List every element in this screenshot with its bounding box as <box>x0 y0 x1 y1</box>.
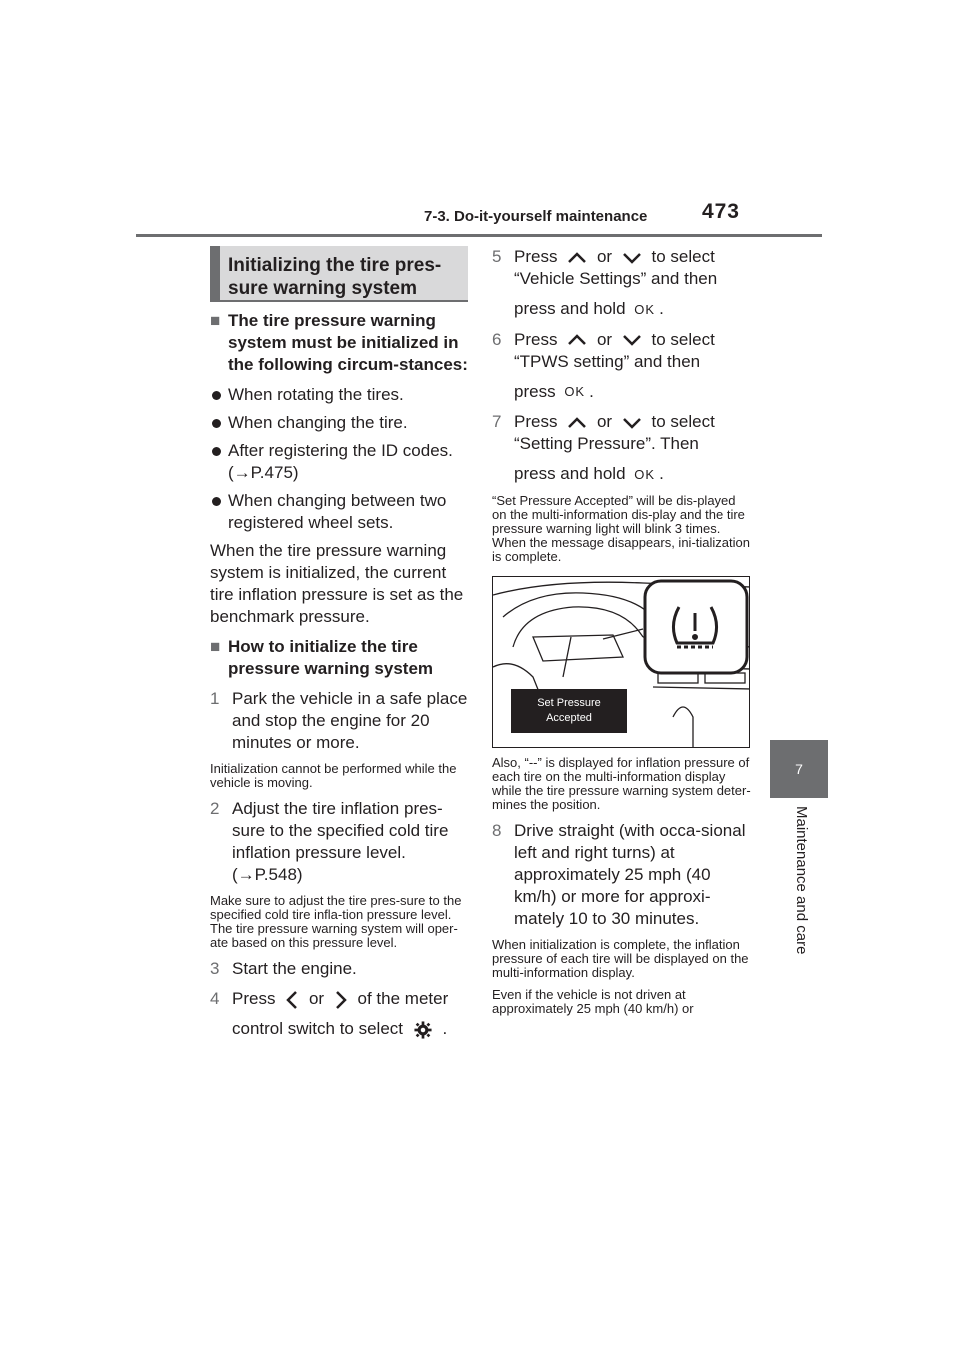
subheading-when-text: The tire pressure warning system must be initialized in the following circum-stances: <box>228 311 468 374</box>
step-2 <box>210 798 468 886</box>
bullet-item <box>210 412 468 434</box>
step-number: 2 <box>210 799 220 818</box>
chevron-down-icon <box>623 417 641 429</box>
ok-button-icon: OK <box>564 384 586 400</box>
set-pressure-message <box>511 689 627 733</box>
step-text-hold: press and hold <box>514 464 626 484</box>
section-heading-line-2: sure warning system <box>228 278 418 299</box>
square-bullet-icon: ■ <box>210 311 221 330</box>
bullet-item <box>210 384 468 406</box>
bullet-text: When changing the tire. <box>228 413 408 432</box>
note-complete: When initialization is complete, the inflation pressure of each tire will be displayed on the multi-information display. <box>492 936 749 980</box>
dashboard-illustration <box>492 576 750 748</box>
square-bullet-icon: ■ <box>210 637 221 656</box>
subheading-when <box>210 310 468 376</box>
chevron-down-icon <box>623 334 641 346</box>
note-dashes: Also, “--” is displayed for inflation pressure of each tire on the multi-information display while the tire pressure warning system deter-mines the position. <box>492 754 751 812</box>
step-8 <box>492 820 752 930</box>
note-moving: Initialization cannot be performed while the vehicle is moving. <box>210 761 457 790</box>
bullet-dot-icon <box>212 447 221 456</box>
chapter-label: Maintenance and care <box>793 806 810 955</box>
step-3 <box>210 958 468 980</box>
step-text-or: or <box>596 329 613 349</box>
step-text: Park the vehicle in a safe place and stop the engine for 20 minutes or more. <box>232 689 468 752</box>
benchmark-paragraph: When the tire pressure warning system is initialized, the current tire inflation pressure is set as the benchmark pressure. <box>210 541 464 626</box>
step-number: 5 <box>492 247 502 266</box>
bullet-text: When rotating the tires. <box>228 385 404 404</box>
step-text-or: or <box>308 989 325 1008</box>
bullet-item <box>210 490 468 534</box>
subheading-how <box>210 636 468 680</box>
step-7 <box>492 411 752 486</box>
left-column <box>210 246 468 1048</box>
step-number: 7 <box>492 412 502 432</box>
chevron-up-icon <box>568 417 586 429</box>
header-rule <box>136 234 822 237</box>
step-text: Adjust the tire inflation pres-sure to the specified cold tire inflation pressure level. (→P.548) <box>232 799 449 884</box>
chapter-tab: 7 <box>770 740 828 798</box>
step-text-tpws: “TPWS setting” and then <box>514 351 701 371</box>
step-5 <box>492 246 752 321</box>
step-text-to-select: to select <box>651 412 715 432</box>
bullet-dot-icon <box>212 419 221 428</box>
step-number: 1 <box>210 689 220 708</box>
note-even-if: Even if the vehicle is not driven at approximately 25 mph (40 km/h) or <box>492 986 694 1016</box>
step-text-hold: press and hold <box>514 299 626 318</box>
step-number: 4 <box>210 989 220 1008</box>
step-text-or: or <box>596 412 613 432</box>
step-text-or: or <box>596 247 613 266</box>
gear-icon <box>414 1021 432 1039</box>
step-text-press: Press <box>232 989 276 1008</box>
bullet-dot-icon <box>212 497 221 506</box>
step-text-period: . <box>659 299 664 318</box>
step-text-period: . <box>659 464 664 484</box>
ok-button-icon: OK <box>634 301 656 317</box>
step-text-press: Press <box>514 412 558 432</box>
subheading-how-text: How to initialize the tire pressure warning system <box>228 637 434 678</box>
right-column <box>492 246 752 1024</box>
note-pressure: Make sure to adjust the tire pres-sure to the specified cold tire infla-tion pressure level. The tire pressure warning system will oper-ate based on this pressure level. <box>210 893 462 950</box>
note-set-pressure: “Set Pressure Accepted” will be dis-played on the multi-information dis-play and the tire pressure warning light will blink 3 times. When the message disappears, ini-tialization is complete. <box>492 492 750 564</box>
page-header <box>424 200 744 230</box>
step-number: 3 <box>210 959 220 978</box>
bullet-text: When changing between two registered wheel sets. <box>228 491 447 532</box>
step-6 <box>492 329 752 404</box>
section-heading <box>210 246 468 302</box>
chevron-left-icon <box>286 991 298 1009</box>
set-pressure-message-line-1: Set Pressure <box>537 696 601 709</box>
chevron-right-icon <box>335 991 347 1009</box>
step-text-period: . <box>442 1019 448 1038</box>
step-text-press: Press <box>514 329 558 349</box>
ok-button-icon: OK <box>634 466 656 482</box>
step-text-meter: of the meter <box>357 989 449 1008</box>
bullet-dot-icon <box>212 391 221 400</box>
step-text-press-ok: press <box>514 381 556 401</box>
step-text-to-select: to select <box>651 247 715 266</box>
step-text: Start the engine. <box>232 959 357 978</box>
step-text-to-select: to select <box>651 329 715 349</box>
bullet-text: After registering the ID codes. (→P.475) <box>228 441 453 482</box>
step-number: 8 <box>492 820 502 840</box>
step-1 <box>210 688 468 754</box>
step-text: Drive straight (with occa-sional left and right turns) at approximately 25 mph (40 km/h) or more for approxi-mately 10 to 30 minutes. <box>514 820 746 928</box>
step-text-press: Press <box>514 247 558 266</box>
bullet-item <box>210 440 468 484</box>
set-pressure-message-line-2: Accepted <box>546 711 592 724</box>
step-text-setting-pressure: “Setting Pressure”. Then <box>514 434 699 454</box>
step-text-period: . <box>589 381 594 401</box>
step-4 <box>210 988 468 1040</box>
page-number: 473 <box>701 200 740 223</box>
chevron-up-icon <box>568 252 586 264</box>
section-heading-line-1: Initializing the tire pres- <box>228 255 442 276</box>
section-title: 7-3. Do-it-yourself maintenance <box>424 208 648 225</box>
step-number: 6 <box>492 329 502 349</box>
chevron-down-icon <box>623 252 641 264</box>
step-text-select: control switch to select <box>232 1019 404 1038</box>
chevron-up-icon <box>568 334 586 346</box>
step-text-vehicle-settings: “Vehicle Settings” and then <box>514 269 718 288</box>
